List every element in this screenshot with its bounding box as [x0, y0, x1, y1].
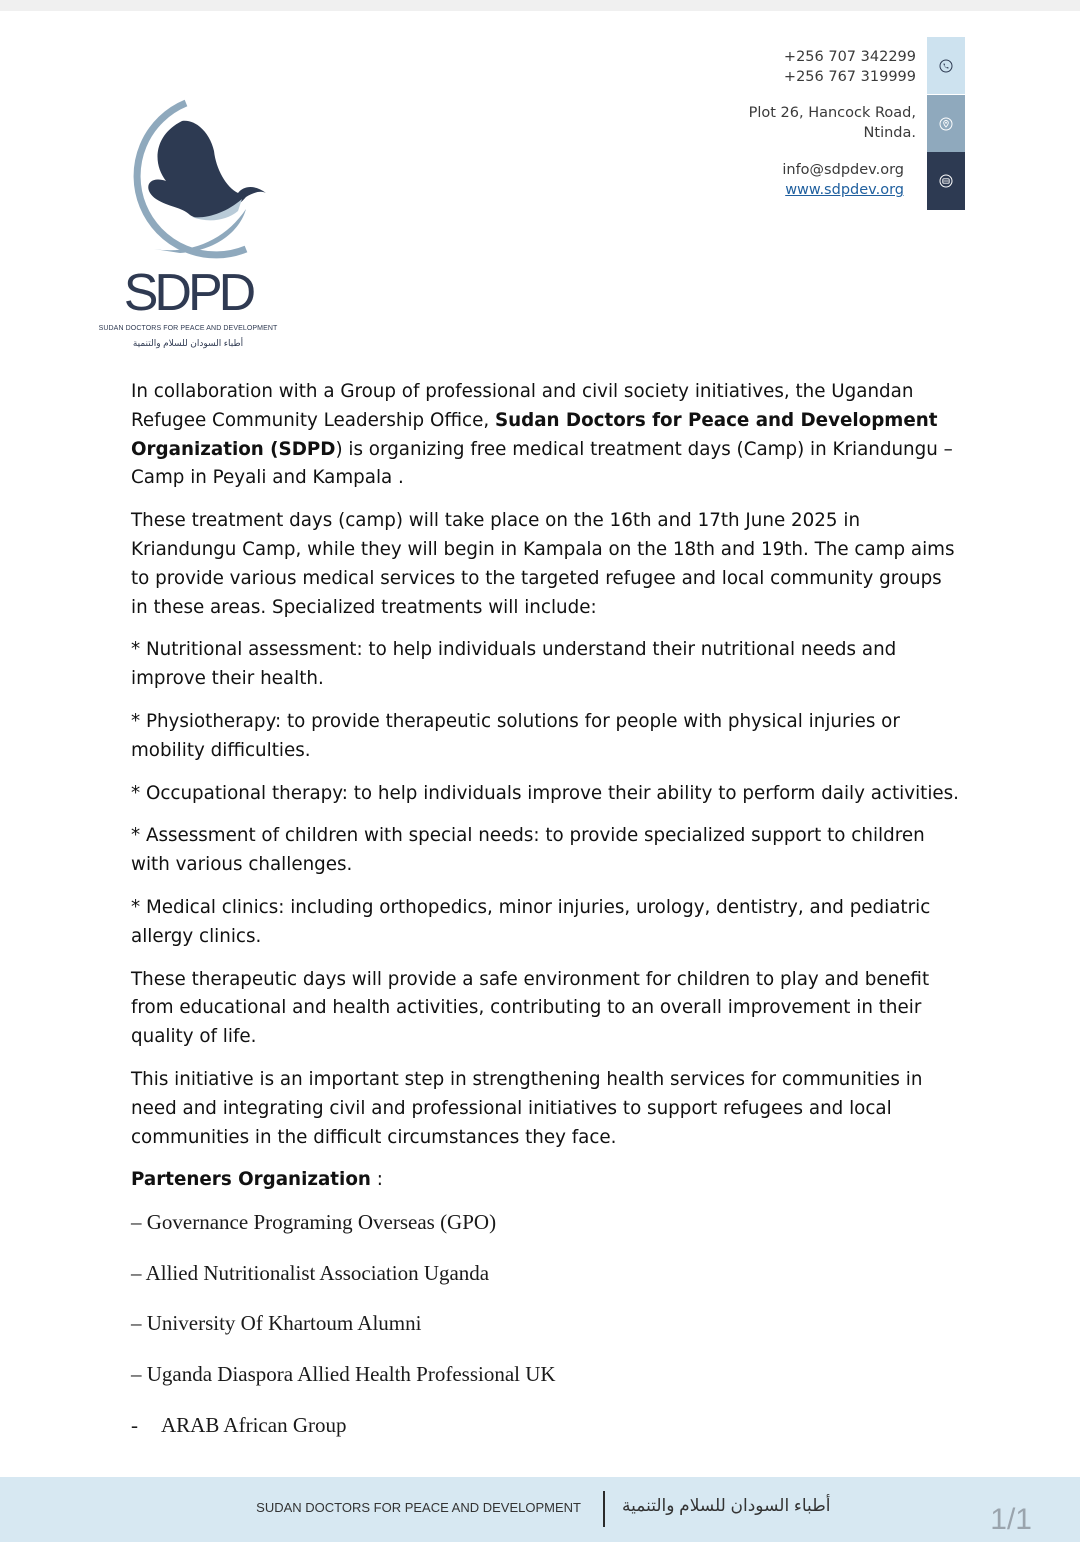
web-contact [782, 160, 904, 200]
partners-heading-text: Parteners Organization [131, 1169, 371, 1191]
phone-2: +256 767 319999 [783, 69, 916, 85]
initiative-paragraph: This initiative is an important step in strengthening health services for communities in need and integrating civil and professional initiatives to support refugees and local communities in the difficult circumstances they face. [131, 1068, 923, 1148]
sdpd-logo [96, 99, 280, 359]
email[interactable]: info@sdpdev.org [782, 162, 904, 178]
website-link[interactable]: www.sdpdev.org [785, 182, 904, 198]
logo-subtitle: SUDAN DOCTORS FOR PEACE AND DEVELOPMENT [98, 325, 278, 332]
page-number: 1/1 [990, 1503, 1032, 1536]
web-tab [927, 152, 965, 210]
dove-logo-icon [96, 99, 280, 269]
partner-item [131, 1412, 961, 1439]
address [749, 103, 916, 143]
intro-text-a: In collaboration with a Group of professional and civil society initiatives, the Ugandan Refugee Community Leadership Office, [131, 381, 914, 431]
partner-item: – Uganda Diaspora Allied Health Professional UK [131, 1361, 556, 1386]
partners-colon: : [370, 1169, 383, 1191]
footer-english: SUDAN DOCTORS FOR PEACE AND DEVELOPMENT [256, 1500, 581, 1515]
intro-org-name: Sudan Doctors for Peace and Development Organization (SDPD [131, 409, 938, 460]
partners-list [131, 1209, 961, 1438]
service-item: * Medical clinics: including orthopedics, minor injuries, urology, dentistry, and pediatric allergy clinics. [131, 896, 931, 947]
logo-wordmark: SDPD [123, 264, 253, 322]
partner-item: – Allied Nutritionalist Association Uganda [131, 1260, 490, 1285]
partner-item: – University Of Khartoum Alumni [131, 1311, 422, 1336]
web-icon [939, 174, 953, 188]
document-page [0, 11, 1080, 1542]
footer-arabic: أطباء السودان للسلام والتنمية [622, 1496, 831, 1515]
intro-text-b: ) is organizing free medical treatment days (Camp) in Kriandungu – Camp in Peyali and Kampala . [131, 438, 953, 489]
service-item: * Nutritional assessment: to help individuals understand their nutritional needs and improve their health. [131, 639, 897, 690]
service-item: * Physiotherapy: to provide therapeutic solutions for people with physical injuries or mobility difficulties. [131, 710, 900, 761]
footer-divider [603, 1491, 605, 1527]
partner-dash: - [131, 1412, 138, 1437]
page-footer [0, 1477, 1080, 1542]
partner-item-text: ARAB African Group [161, 1412, 347, 1437]
phone-icon [939, 59, 953, 73]
address-line-2: Ntinda. [863, 125, 916, 141]
benefits-paragraph: These therapeutic days will provide a safe environment for children to play and benefit from educational and health activities, contributing to an overall improvement in their quality of life. [131, 968, 930, 1048]
schedule-paragraph: These treatment days (camp) will take place on the 16th and 17th June 2025 in Kriandungu Camp, while they will begin in Kampala on the 18th and 19th. The camp aims to provide various medical services to the targeted refugee and local community groups in these areas. Specialized treatments will include: [131, 510, 955, 618]
location-pin-icon [939, 117, 953, 131]
partners-heading [131, 1166, 961, 1195]
address-line-1: Plot 26, Hancock Road, [748, 105, 916, 121]
phone-1: +256 707 342299 [783, 49, 916, 65]
service-item: * Occupational therapy: to help individuals improve their ability to perform daily activities. [131, 782, 959, 804]
partner-item: – Governance Programing Overseas (GPO) [131, 1210, 497, 1235]
phone-numbers [784, 47, 916, 87]
phone-tab [927, 37, 965, 94]
location-tab [927, 95, 965, 152]
letter-body [131, 378, 961, 1462]
service-item: * Assessment of children with special needs: to provide specialized support to children with various challenges. [131, 825, 925, 876]
intro-paragraph [131, 378, 961, 493]
logo-arabic: أطباء السودان للسلام والتنمية [132, 338, 244, 348]
